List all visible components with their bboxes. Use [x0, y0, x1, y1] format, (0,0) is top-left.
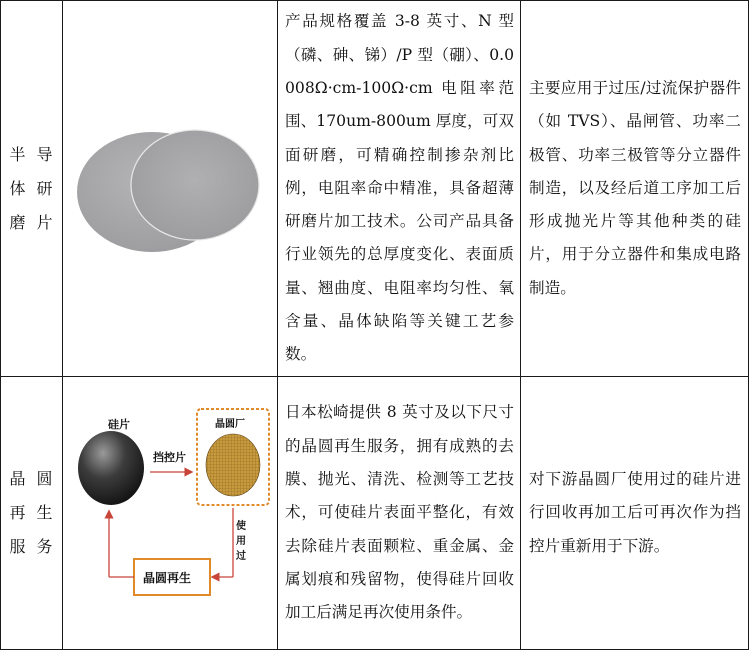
wafer-label: 硅片	[108, 418, 130, 431]
description-cell	[278, 1, 521, 377]
application-text: 主要应用于过压/过流保护器件（如 TVS）、晶闸管、功率二极管、功率三极管等分立器件制造，以及经后道工序加工后形成抛光片等其他种类的硅片，用于分立器件和集成电路制造。	[529, 78, 741, 297]
category-cell	[1, 377, 63, 650]
application-text: 对下游晶圆厂使用过的硅片进行回收再加工后可再次作为挡控片重新用于下游。	[529, 470, 741, 555]
category-line: 晶 圆	[9, 469, 54, 488]
fab-label: 晶圆厂	[215, 419, 245, 430]
used-label-1: 使	[236, 521, 246, 532]
category-label	[10, 462, 54, 564]
application-cell	[521, 1, 749, 377]
used-label-3: 过	[236, 551, 246, 562]
description-text: 产品规格覆盖 3-8 英寸、N 型（磷、砷、锑）/P 型（硼）、0.0008Ω·cm-100Ω·cm 电阻率范围、170um-800um 厚度，可双面研磨，可精确控制掺杂剂比例，电阻率命中精准，具备超薄研磨片加工技术。公司产品具备行业领先的总厚度变化、表面质量、翘曲度、电阻率均匀性、氧含量、晶体缺陷等关键工艺参数。	[285, 12, 514, 364]
wafer-reclaim-diagram	[63, 377, 277, 650]
description-text: 日本松崎提供 8 英寸及以下尺寸的晶圆再生服务，拥有成熟的去膜、抛光、清洗、检测等工艺技术，可使硅片表面平整化，有效去除硅片表面颗粒、重金属、金属划痕和残留物，使得硅片回收加工后满足再次使用条件。	[285, 403, 514, 622]
category-label	[10, 138, 54, 240]
table-row	[1, 377, 749, 650]
image-cell	[63, 1, 278, 377]
category-line: 体 研	[9, 178, 54, 198]
category-line: 磨片	[9, 212, 54, 232]
category-cell	[1, 1, 63, 377]
category-line: 服务	[9, 537, 54, 556]
dummy-wafer-label: 挡控片	[153, 451, 186, 464]
application-cell	[521, 377, 749, 650]
image-cell	[63, 377, 278, 650]
wafer-disc-front	[131, 130, 259, 240]
silicon-wafer-icon	[78, 431, 144, 505]
reclaim-label: 晶圆再生	[143, 571, 192, 585]
used-label-2: 用	[236, 536, 246, 547]
description-cell	[278, 377, 521, 650]
patterned-wafer-icon	[206, 434, 260, 496]
category-line: 再 生	[9, 503, 54, 522]
category-line: 半 导	[9, 144, 54, 164]
table-row	[1, 1, 749, 377]
grey-wafer-discs-icon	[63, 1, 277, 377]
